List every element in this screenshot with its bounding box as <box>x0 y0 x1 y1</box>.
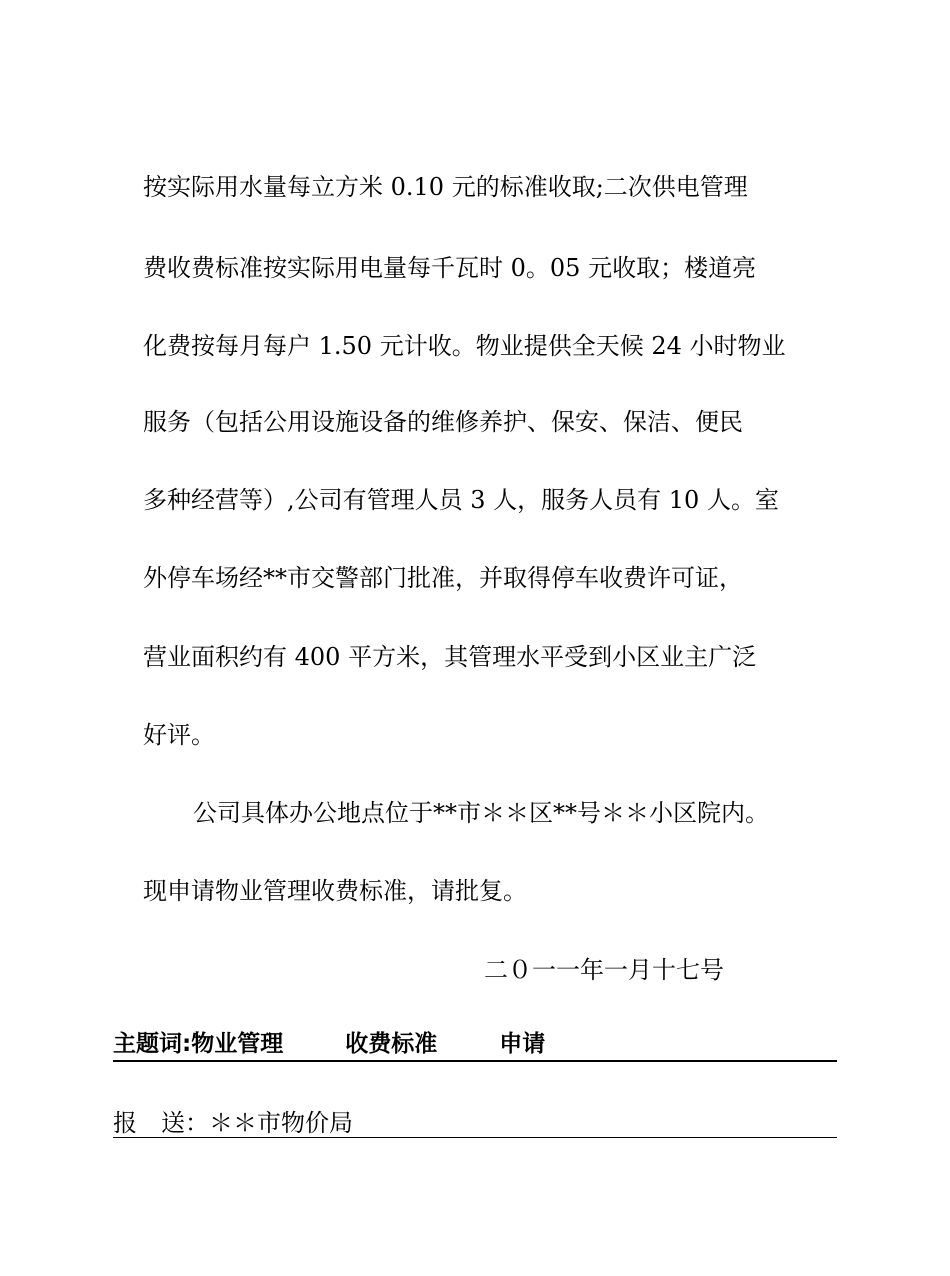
send-to-row <box>113 1108 837 1138</box>
body-line-7: 营业面积约有 400 平方米，其管理水平受到小区业主广泛 <box>143 643 757 671</box>
subject-term: 收费标准 <box>345 1031 438 1057</box>
subject-term: 物业管理 <box>191 1031 284 1057</box>
subject-label: 主题词: <box>113 1031 192 1057</box>
send-to-label-part: 送： <box>161 1109 209 1137</box>
subject-term: 申请 <box>499 1031 546 1057</box>
subject-keywords-row <box>113 1028 837 1062</box>
body-line-8: 好评。 <box>143 721 215 749</box>
body-line-5: 多种经营等）,公司有管理人员 3 人，服务人员有 10 人。室 <box>143 486 779 514</box>
body-line-6: 外停车场经**市交警部门批准，并取得停车收费许可证， <box>143 564 743 592</box>
body-line-2: 费收费标准按实际用电量每千瓦时 0。05 元收取；楼道亮 <box>143 254 757 282</box>
send-to-recipient: ＊＊市物价局 <box>209 1109 353 1137</box>
document-date: 二０一一年一月十七号 <box>484 956 724 984</box>
body-paragraph-address: 公司具体办公地点位于**市＊＊区**号＊＊小区院内。 <box>193 799 769 827</box>
body-line-1: 按实际用水量每立方米 0.10 元的标准收取;二次供电管理 <box>143 173 748 201</box>
body-paragraph-request: 现申请物业管理收费标准，请批复。 <box>143 877 527 905</box>
body-line-4: 服务（包括公用设施设备的维修养护、保安、保洁、便民 <box>143 408 743 436</box>
body-line-3: 化费按每月每户 1.50 元计收。物业提供全天候 24 小时物业 <box>143 332 786 360</box>
send-to-label-part: 报 <box>113 1109 137 1137</box>
